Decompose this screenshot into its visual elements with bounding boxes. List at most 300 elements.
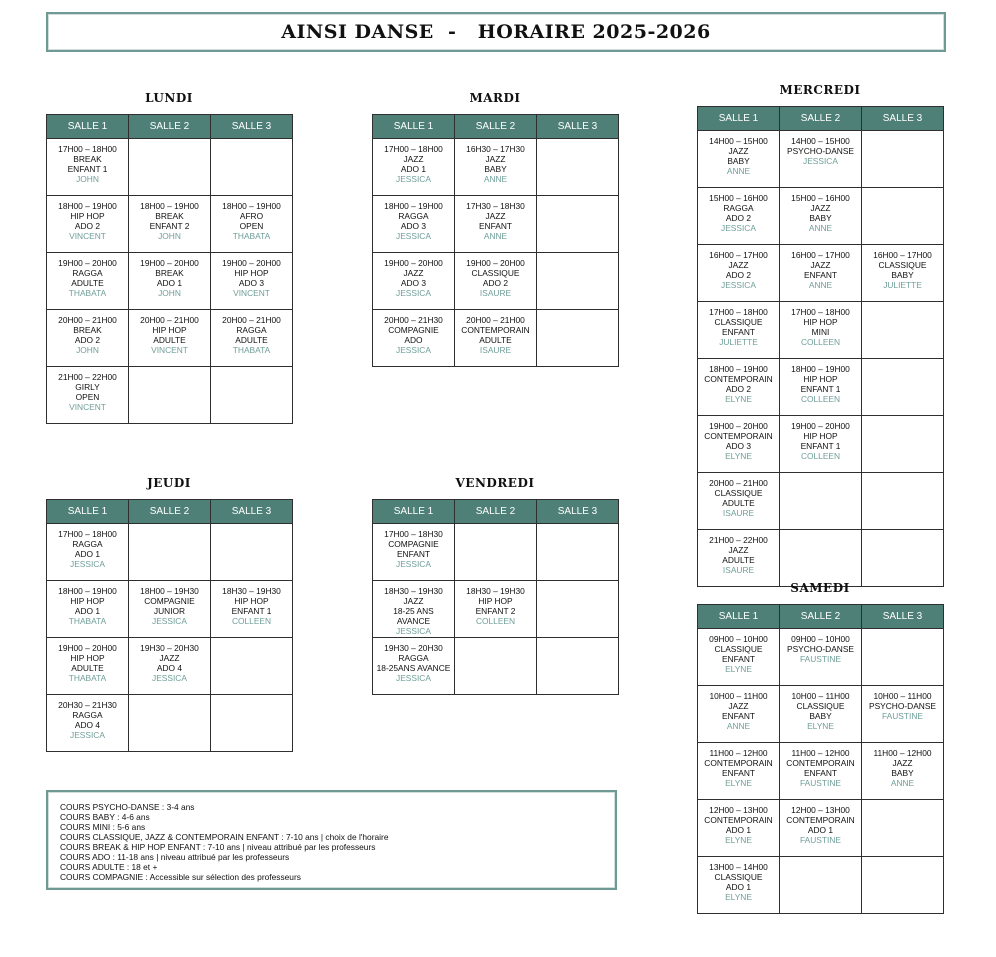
- class-detail: RAGGA: [72, 268, 103, 278]
- class-detail: ADULTE: [722, 555, 755, 565]
- class-time: 18H30 – 19H30: [222, 586, 281, 596]
- schedule-table-jeudi: [46, 499, 293, 752]
- day-title-mardi: MARDI: [469, 91, 521, 105]
- class-detail: CLASSIQUE: [714, 872, 763, 882]
- class-teacher: JESSICA: [396, 559, 431, 569]
- class-teacher: JOHN: [158, 231, 181, 241]
- class-teacher: JESSICA: [396, 345, 431, 355]
- class-detail: ADULTE: [235, 335, 268, 345]
- column-header-salle-3: SALLE 3: [537, 500, 619, 524]
- empty-cell: [862, 131, 944, 188]
- class-detail: RAGGA: [236, 325, 267, 335]
- empty-cell: [862, 473, 944, 530]
- class-cell: [698, 530, 780, 587]
- class-detail: ADO: [404, 335, 423, 345]
- class-teacher: THABATA: [232, 231, 271, 241]
- empty-cell: [862, 629, 944, 686]
- column-header-salle-1: SALLE 1: [47, 500, 129, 524]
- class-cell: [373, 196, 455, 253]
- class-detail: PSYCHO-DANSE: [868, 701, 936, 711]
- class-teacher: JESSICA: [70, 559, 105, 569]
- class-cell: [698, 686, 780, 743]
- class-detail: ENFANT 2: [475, 606, 516, 616]
- class-cell: [698, 416, 780, 473]
- class-time: 13H00 – 14H00: [709, 862, 768, 872]
- class-cell: [698, 473, 780, 530]
- class-time: 16H30 – 17H30: [466, 144, 525, 154]
- class-teacher: ANNE: [808, 280, 833, 290]
- class-teacher: JESSICA: [396, 174, 431, 184]
- class-detail: BREAK: [155, 211, 184, 221]
- class-cell: [47, 196, 129, 253]
- class-time: 10H00 – 11H00: [709, 691, 768, 701]
- class-detail: PSYCHO-DANSE: [786, 146, 854, 156]
- title-box: [46, 12, 946, 52]
- class-time: 18H00 – 19H30: [140, 586, 199, 596]
- class-teacher: JOHN: [76, 345, 99, 355]
- class-time: 18H00 – 19H00: [58, 201, 117, 211]
- class-detail: ADO 3: [400, 278, 427, 288]
- schedule-table-vendredi: [372, 499, 619, 695]
- table-row: [698, 686, 944, 743]
- class-time: 17H00 – 18H00: [791, 307, 850, 317]
- class-cell: [780, 359, 862, 416]
- legend-line: COURS CLASSIQUE, JAZZ & CONTEMPORAIN ENFANT : 7-10 ans | choix de l'horaire: [60, 832, 389, 842]
- class-time: 09H00 – 10H00: [709, 634, 768, 644]
- class-detail: RAGGA: [72, 710, 103, 720]
- class-detail: ADULTE: [479, 335, 512, 345]
- class-time: 18H00 – 19H00: [709, 364, 768, 374]
- class-teacher: THABATA: [232, 345, 271, 355]
- class-detail: HIP HOP: [70, 211, 105, 221]
- class-detail: CONTEMPORAIN: [786, 815, 855, 825]
- class-cell: [129, 638, 211, 695]
- class-teacher: JESSICA: [152, 673, 187, 683]
- class-cell: [47, 638, 129, 695]
- legend-line: COURS PSYCHO-DANSE : 3-4 ans: [60, 802, 195, 812]
- column-header-salle-2: SALLE 2: [780, 605, 862, 629]
- day-title-jeudi: JEUDI: [147, 476, 191, 490]
- class-detail: ADO 1: [725, 825, 752, 835]
- class-detail: RAGGA: [398, 653, 429, 663]
- table-row: [47, 139, 293, 196]
- class-teacher: ISAURE: [479, 345, 512, 355]
- class-cell: [129, 310, 211, 367]
- class-time: 18H00 – 19H00: [58, 586, 117, 596]
- empty-cell: [455, 638, 537, 695]
- class-cell: [455, 196, 537, 253]
- class-cell: [373, 638, 455, 695]
- class-cell: [698, 188, 780, 245]
- class-detail: HIP HOP: [70, 653, 105, 663]
- class-detail: JAZZ: [728, 701, 749, 711]
- class-time: 20H30 – 21H30: [58, 700, 117, 710]
- class-cell: [47, 367, 129, 424]
- class-detail: ADO 4: [156, 663, 183, 673]
- class-cell: [698, 245, 780, 302]
- class-teacher: THABATA: [68, 288, 107, 298]
- class-detail: ADO 2: [74, 335, 101, 345]
- column-header-salle-3: SALLE 3: [537, 115, 619, 139]
- class-detail: ENFANT: [721, 768, 756, 778]
- class-detail: ADULTE: [71, 278, 104, 288]
- table-row: [698, 302, 944, 359]
- table-row: [47, 367, 293, 424]
- schedule-table-mercredi: [697, 106, 944, 587]
- class-detail: BREAK: [155, 268, 184, 278]
- class-time: 21H00 – 22H00: [709, 535, 768, 545]
- class-time: 18H00 – 19H00: [791, 364, 850, 374]
- class-time: 15H00 – 16H00: [791, 193, 850, 203]
- class-teacher: JESSICA: [721, 223, 756, 233]
- empty-cell: [537, 638, 619, 695]
- table-row: [373, 310, 619, 367]
- class-cell: [780, 686, 862, 743]
- class-detail: CONTEMPORAIN: [461, 325, 530, 335]
- empty-cell: [862, 359, 944, 416]
- table-row: [698, 131, 944, 188]
- class-teacher: FAUSTINE: [800, 654, 841, 664]
- class-cell: [780, 743, 862, 800]
- class-teacher: ANNE: [726, 166, 751, 176]
- class-time: 20H00 – 21H00: [709, 478, 768, 488]
- column-header-salle-1: SALLE 1: [698, 107, 780, 131]
- legend-line: COURS ADULTE : 18 et +: [60, 862, 158, 872]
- class-detail: ADO 3: [400, 221, 427, 231]
- table-row: [698, 857, 944, 914]
- class-cell: [129, 581, 211, 638]
- class-teacher: THABATA: [68, 673, 107, 683]
- class-cell: [129, 253, 211, 310]
- class-time: 17H00 – 18H00: [709, 307, 768, 317]
- empty-cell: [211, 695, 293, 752]
- class-time: 20H00 – 21H00: [58, 315, 117, 325]
- class-detail: OPEN: [239, 221, 264, 231]
- empty-cell: [537, 310, 619, 367]
- class-teacher: ANNE: [726, 721, 751, 731]
- class-teacher: JESSICA: [396, 626, 431, 636]
- class-detail: ENFANT 1: [67, 164, 108, 174]
- table-row: [373, 253, 619, 310]
- class-time: 19H30 – 20H30: [140, 643, 199, 653]
- class-cell: [780, 800, 862, 857]
- class-detail: ENFANT: [396, 549, 431, 559]
- class-cell: [780, 131, 862, 188]
- class-time: 17H30 – 18H30: [466, 201, 525, 211]
- schedule-table-samedi: [697, 604, 944, 914]
- class-teacher: COLLEEN: [475, 616, 516, 626]
- class-time: 19H00 – 20H00: [140, 258, 199, 268]
- class-detail: ADO 2: [482, 278, 509, 288]
- class-cell: [455, 581, 537, 638]
- class-detail: JAZZ: [728, 545, 749, 555]
- class-teacher: COLLEEN: [800, 394, 841, 404]
- class-detail: ENFANT: [721, 711, 756, 721]
- class-teacher: VINCENT: [69, 402, 106, 412]
- class-time: 19H00 – 20H00: [466, 258, 525, 268]
- class-time: 20H00 – 21H00: [140, 315, 199, 325]
- class-detail: BABY: [809, 711, 832, 721]
- class-detail: ADO 3: [238, 278, 265, 288]
- table-row: [47, 581, 293, 638]
- class-detail: JAZZ: [810, 260, 831, 270]
- class-cell: [211, 253, 293, 310]
- class-cell: [47, 581, 129, 638]
- class-time: 17H00 – 18H30: [384, 529, 443, 539]
- class-time: 15H00 – 16H00: [709, 193, 768, 203]
- class-time: 19H00 – 20H00: [58, 643, 117, 653]
- class-detail: ADO 2: [725, 270, 752, 280]
- class-teacher: FAUSTINE: [800, 778, 841, 788]
- column-header-salle-3: SALLE 3: [211, 115, 293, 139]
- column-header-salle-2: SALLE 2: [129, 115, 211, 139]
- class-detail: HIP HOP: [234, 596, 269, 606]
- class-detail: HIP HOP: [152, 325, 187, 335]
- class-teacher: ELYNE: [725, 451, 752, 461]
- legend-line: COURS ADO : 11-18 ans | niveau attribué par les professeurs: [60, 852, 290, 862]
- class-detail: ENFANT: [721, 327, 756, 337]
- class-detail: ENFANT 2: [149, 221, 190, 231]
- class-detail: JAZZ: [485, 211, 506, 221]
- class-time: 12H00 – 13H00: [791, 805, 850, 815]
- class-time: 14H00 – 15H00: [791, 136, 850, 146]
- class-teacher: JOHN: [158, 288, 181, 298]
- class-cell: [211, 310, 293, 367]
- empty-cell: [211, 638, 293, 695]
- column-header-salle-3: SALLE 3: [211, 500, 293, 524]
- class-detail: CLASSIQUE: [796, 701, 845, 711]
- class-cell: [698, 629, 780, 686]
- table-row: [47, 695, 293, 752]
- class-detail: BABY: [891, 270, 914, 280]
- class-teacher: ANNE: [890, 778, 915, 788]
- legend-box: [46, 790, 617, 890]
- table-row: [47, 524, 293, 581]
- class-teacher: ANNE: [483, 231, 508, 241]
- empty-cell: [862, 857, 944, 914]
- class-time: 19H30 – 20H30: [384, 643, 443, 653]
- class-detail: JAZZ: [485, 154, 506, 164]
- class-detail: ADO 1: [807, 825, 834, 835]
- class-detail: CLASSIQUE: [714, 488, 763, 498]
- legend-line: COURS BREAK & HIP HOP ENFANT : 7-10 ans | niveau attribué par les professeurs: [60, 842, 376, 852]
- column-header-salle-2: SALLE 2: [129, 500, 211, 524]
- class-detail: HIP HOP: [478, 596, 513, 606]
- class-time: 16H00 – 17H00: [709, 250, 768, 260]
- class-time: 17H00 – 18H00: [58, 529, 117, 539]
- table-row: [373, 139, 619, 196]
- class-detail: GIRLY: [75, 382, 100, 392]
- class-time: 14H00 – 15H00: [709, 136, 768, 146]
- class-teacher: JULIETTE: [719, 337, 758, 347]
- class-teacher: ELYNE: [807, 721, 834, 731]
- class-time: 20H00 – 21H30: [384, 315, 443, 325]
- class-teacher: FAUSTINE: [882, 711, 923, 721]
- day-title-vendredi: VENDREDI: [455, 476, 535, 490]
- class-teacher: ELYNE: [725, 394, 752, 404]
- class-time: 19H00 – 20H00: [58, 258, 117, 268]
- class-detail: JAZZ: [892, 758, 913, 768]
- day-title-lundi: LUNDI: [145, 91, 193, 105]
- class-detail: ENFANT: [803, 768, 838, 778]
- class-cell: [698, 857, 780, 914]
- table-row: [698, 530, 944, 587]
- class-cell: [47, 310, 129, 367]
- class-detail: JUNIOR: [153, 606, 186, 616]
- class-time: 10H00 – 11H00: [873, 691, 932, 701]
- legend-line: COURS BABY : 4-6 ans: [60, 812, 150, 822]
- empty-cell: [537, 139, 619, 196]
- class-teacher: JESSICA: [396, 231, 431, 241]
- empty-cell: [780, 530, 862, 587]
- class-detail: BREAK: [73, 154, 102, 164]
- class-detail: BABY: [891, 768, 914, 778]
- empty-cell: [129, 524, 211, 581]
- legend-line: COURS COMPAGNIE : Accessible sur sélection des professeurs: [60, 872, 301, 882]
- class-time: 11H00 – 12H00: [791, 748, 850, 758]
- class-detail: BREAK: [73, 325, 102, 335]
- class-detail: ENFANT 1: [231, 606, 272, 616]
- class-detail: CONTEMPORAIN: [704, 431, 773, 441]
- class-detail: HIP HOP: [803, 431, 838, 441]
- schedule-table-lundi: [46, 114, 293, 424]
- table-row: [698, 629, 944, 686]
- class-time: 18H00 – 19H00: [222, 201, 281, 211]
- day-title-mercredi: MERCREDI: [779, 83, 861, 97]
- class-detail: 18-25ANS AVANCE: [376, 663, 451, 673]
- class-detail: CLASSIQUE: [878, 260, 927, 270]
- class-detail: ADO 2: [725, 213, 752, 223]
- table-row: [47, 638, 293, 695]
- table-row: [373, 196, 619, 253]
- class-time: 10H00 – 11H00: [791, 691, 850, 701]
- class-teacher: JESSICA: [152, 616, 187, 626]
- class-detail: ADULTE: [71, 663, 104, 673]
- column-header-salle-1: SALLE 1: [373, 500, 455, 524]
- class-detail: JAZZ: [728, 146, 749, 156]
- class-teacher: VINCENT: [233, 288, 270, 298]
- class-cell: [373, 139, 455, 196]
- class-cell: [373, 253, 455, 310]
- column-header-salle-1: SALLE 1: [373, 115, 455, 139]
- class-detail: COMPAGNIE: [144, 596, 195, 606]
- class-time: 17H00 – 18H00: [384, 144, 443, 154]
- class-teacher: JESSICA: [721, 280, 756, 290]
- table-row: [698, 473, 944, 530]
- class-teacher: ELYNE: [725, 778, 752, 788]
- class-cell: [129, 196, 211, 253]
- class-detail: PSYCHO-DANSE: [786, 644, 854, 654]
- class-cell: [47, 253, 129, 310]
- column-header-salle-3: SALLE 3: [862, 605, 944, 629]
- class-cell: [211, 581, 293, 638]
- class-cell: [47, 695, 129, 752]
- class-cell: [47, 524, 129, 581]
- empty-cell: [211, 367, 293, 424]
- class-detail: HIP HOP: [234, 268, 269, 278]
- class-teacher: JESSICA: [70, 730, 105, 740]
- class-teacher: ANNE: [483, 174, 508, 184]
- class-cell: [862, 245, 944, 302]
- class-time: 09H00 – 10H00: [791, 634, 850, 644]
- empty-cell: [211, 139, 293, 196]
- empty-cell: [129, 367, 211, 424]
- class-detail: RAGGA: [72, 539, 103, 549]
- class-time: 20H00 – 21H00: [466, 315, 525, 325]
- class-detail: BABY: [809, 213, 832, 223]
- class-detail: BABY: [484, 164, 507, 174]
- class-cell: [780, 245, 862, 302]
- legend-line: COURS MINI : 5-6 ans: [60, 822, 146, 832]
- class-cell: [373, 310, 455, 367]
- class-time: 17H00 – 18H00: [58, 144, 117, 154]
- class-detail: HIP HOP: [70, 596, 105, 606]
- class-time: 18H30 – 19H30: [466, 586, 525, 596]
- table-row: [698, 359, 944, 416]
- column-header-salle-3: SALLE 3: [862, 107, 944, 131]
- class-cell: [455, 310, 537, 367]
- class-teacher: COLLEEN: [231, 616, 272, 626]
- class-detail: AVANCE: [396, 616, 431, 626]
- table-row: [698, 743, 944, 800]
- class-detail: 18-25 ANS: [393, 606, 434, 616]
- class-detail: ENFANT: [803, 270, 838, 280]
- class-cell: [698, 800, 780, 857]
- class-time: 18H00 – 19H00: [140, 201, 199, 211]
- class-detail: ENFANT 1: [800, 384, 841, 394]
- class-time: 19H00 – 20H00: [709, 421, 768, 431]
- class-teacher: ELYNE: [725, 835, 752, 845]
- class-detail: CONTEMPORAIN: [786, 758, 855, 768]
- page-title: AINSI DANSE - HORAIRE 2025-2026: [281, 21, 711, 43]
- class-teacher: ISAURE: [722, 565, 755, 575]
- class-cell: [47, 139, 129, 196]
- class-detail: RAGGA: [723, 203, 754, 213]
- class-detail: COMPAGNIE: [388, 539, 439, 549]
- class-detail: ENFANT: [721, 654, 756, 664]
- class-cell: [455, 139, 537, 196]
- class-detail: AFRO: [239, 211, 264, 221]
- table-row: [373, 581, 619, 638]
- table-row: [373, 638, 619, 695]
- class-teacher: FAUSTINE: [800, 835, 841, 845]
- class-detail: MINI: [811, 327, 830, 337]
- class-detail: ADO 3: [725, 441, 752, 451]
- table-row: [373, 524, 619, 581]
- class-detail: CLASSIQUE: [714, 317, 763, 327]
- class-time: 20H00 – 21H00: [222, 315, 281, 325]
- class-teacher: COLLEEN: [800, 337, 841, 347]
- table-row: [47, 196, 293, 253]
- class-teacher: JESSICA: [396, 673, 431, 683]
- empty-cell: [211, 524, 293, 581]
- class-teacher: JESSICA: [396, 288, 431, 298]
- empty-cell: [129, 139, 211, 196]
- class-detail: JAZZ: [403, 154, 424, 164]
- class-cell: [373, 524, 455, 581]
- class-time: 16H00 – 17H00: [873, 250, 932, 260]
- class-detail: CLASSIQUE: [471, 268, 520, 278]
- table-row: [698, 416, 944, 473]
- class-time: 11H00 – 12H00: [709, 748, 768, 758]
- class-time: 16H00 – 17H00: [791, 250, 850, 260]
- day-title-samedi: SAMEDI: [790, 581, 850, 595]
- class-detail: HIP HOP: [803, 317, 838, 327]
- class-detail: ENFANT: [478, 221, 513, 231]
- column-header-salle-2: SALLE 2: [455, 500, 537, 524]
- class-time: 19H00 – 20H00: [791, 421, 850, 431]
- class-teacher: ELYNE: [725, 892, 752, 902]
